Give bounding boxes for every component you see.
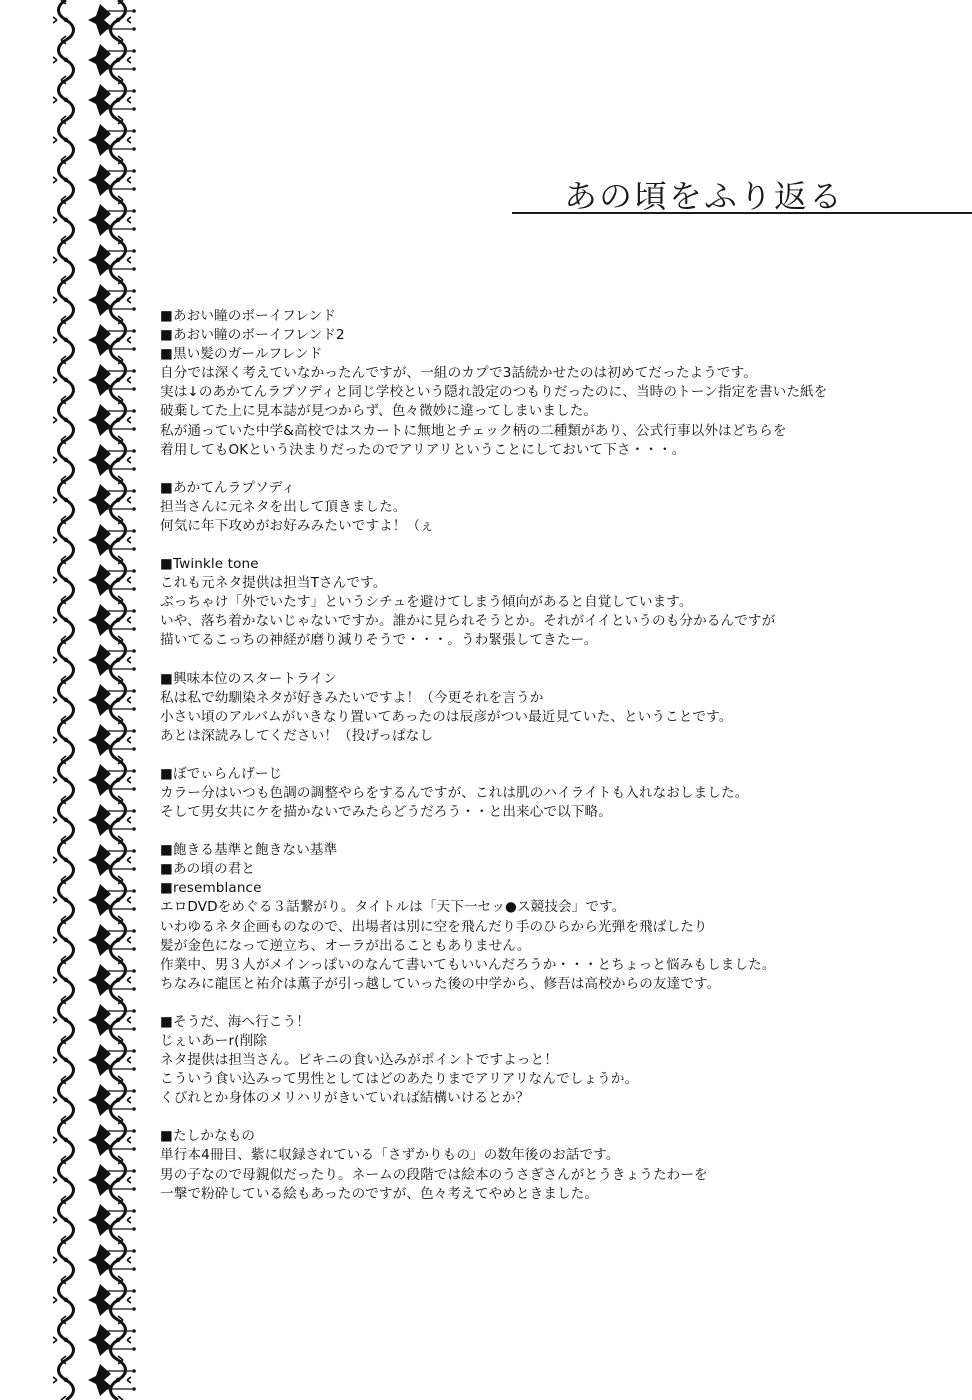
- note-line: 小さい頃のアルバムがいきなり置いてあったのは辰彦がつい最近見ていた、ということです。: [160, 708, 733, 725]
- title-block: [512, 168, 972, 218]
- note-line: 担当さんに元ネタを出して頂きました。: [160, 498, 407, 515]
- section-heading: ■ 興味本位のスタートライン: [160, 670, 950, 689]
- page-title: あの頃をふり返る: [564, 177, 844, 215]
- note-line: 自分では深く考えていなかったんですが、一組のカプで3話続かせたのは初めてだったようです。: [160, 365, 757, 382]
- note-line: カラー分はいつも色調の調整やらをするんですが、これは肌のハイライトも入れなおしました。: [160, 784, 749, 801]
- note-section: [160, 1013, 950, 1108]
- note-line: いわゆるネタ企画ものなので、出場者は別に空を飛んだり手のひらから光弾を飛ばしたり: [160, 918, 708, 935]
- note-line: あとは深読みしてください！（投げっぱなし: [160, 727, 434, 744]
- note-line: 髪が金色になって逆立ち、オーラが出ることもありません。: [160, 937, 531, 954]
- note-line: 一撃で粉砕している絵もあったのですが、色々考えてやめときました。: [160, 1185, 599, 1202]
- section-heading: ■ あかてんラプソディ: [160, 479, 950, 498]
- note-line: 私は私で幼馴染ネタが好きみたいですよ！（今更それを言うか: [160, 689, 544, 706]
- note-section: [160, 555, 950, 650]
- note-section: [160, 479, 950, 536]
- section-heading: ■ あの頃の君と: [160, 860, 950, 879]
- note-line: 作業中、男３人がメインっぽいのなんて書いてもいいんだろうか・・・とちょっと悩みもしました。: [160, 956, 776, 973]
- note-section: [160, 1127, 950, 1203]
- note-line: これも元ネタ提供は担当Tさんです。: [160, 575, 387, 592]
- note-line: 単行本4冊目、紫に収録されている「さずかりもの」の数年後のお話です。: [160, 1147, 620, 1164]
- title-underline: [512, 212, 972, 214]
- section-heading: ■ あおい瞳のボーイフレンド: [160, 307, 950, 326]
- note-section: [160, 841, 950, 994]
- note-line: ちなみに龍匡と祐介は薫子が引っ越していった後の中学から、修吾は高校からの友達です。: [160, 975, 721, 992]
- note-section: [160, 307, 950, 460]
- section-heading: ■ resemblance: [160, 879, 950, 898]
- note-line: そして男女共にケを描かないでみたらどうだろう・・と出来心で以下略。: [160, 804, 612, 821]
- note-section: [160, 765, 950, 822]
- note-line: こういう食い込みって男性としてはどのあたりまでアリアリなんでしょうか。: [160, 1071, 639, 1088]
- section-heading: ■ 飽きる基準と飽きない基準: [160, 841, 950, 860]
- note-line: 破棄してた上に見本誌が見つからず、色々微妙に違ってしまいました。: [160, 403, 598, 420]
- note-line: 私が通っていた中学&高校ではスカートに無地とチェック柄の二種類があり、公式行事以外はどちらを: [160, 422, 787, 439]
- section-heading: ■ 黒い髪のガールフレンド: [160, 345, 950, 364]
- afterword-notes: [160, 307, 950, 1223]
- section-heading: ■ ぼでぃらんげーじ: [160, 765, 950, 784]
- note-line: エロDVDをめぐる３話繋がり。タイトルは「天下一セッ●ス競技会」です。: [160, 899, 626, 916]
- note-line: 着用してもOKという決まりだったのでアリアリということにしておいて下さ・・・。: [160, 441, 686, 458]
- ornamental-border: [52, 0, 144, 1400]
- note-line: くびれとか身体のメリハリがきいていれば結構いけるとか？: [160, 1090, 530, 1107]
- note-line: じぇいあーr(削除: [160, 1033, 267, 1049]
- section-heading: ■ あおい瞳のボーイフレンド2: [160, 326, 950, 345]
- note-line: ぶっちゃけ「外でいたす」というシチュを避けてしまう傾向があると自覚しています。: [160, 594, 693, 611]
- note-line: 実は↓のあかてんラプソディと同じ学校という隠れ設定のつもりだったのに、当時のトーン指定を書いた紙を: [160, 384, 828, 401]
- note-line: いや、落ち着かないじゃないですか。誰かに見られそうとか。それがイイというのも分かるんですが: [160, 613, 776, 630]
- note-line: 何気に年下攻めがお好みみたいですよ！（ぇ: [160, 517, 434, 534]
- section-heading: ■ たしかなもの: [160, 1127, 950, 1146]
- section-heading: ■ Twinkle tone: [160, 555, 950, 574]
- note-line: ネタ提供は担当さん。ビキニの食い込みがポイントですよっと！: [160, 1052, 558, 1069]
- note-line: 男の子なので母親似だったり。ネームの段階では絵本のうさぎさんがとうきょうたわーを: [160, 1166, 708, 1183]
- note-line: 描いてるこっちの神経が磨り減りそうで・・・。うわ緊張してきたー。: [160, 632, 598, 649]
- note-section: [160, 670, 950, 746]
- section-heading: ■ そうだ、海へ行こう！: [160, 1013, 950, 1032]
